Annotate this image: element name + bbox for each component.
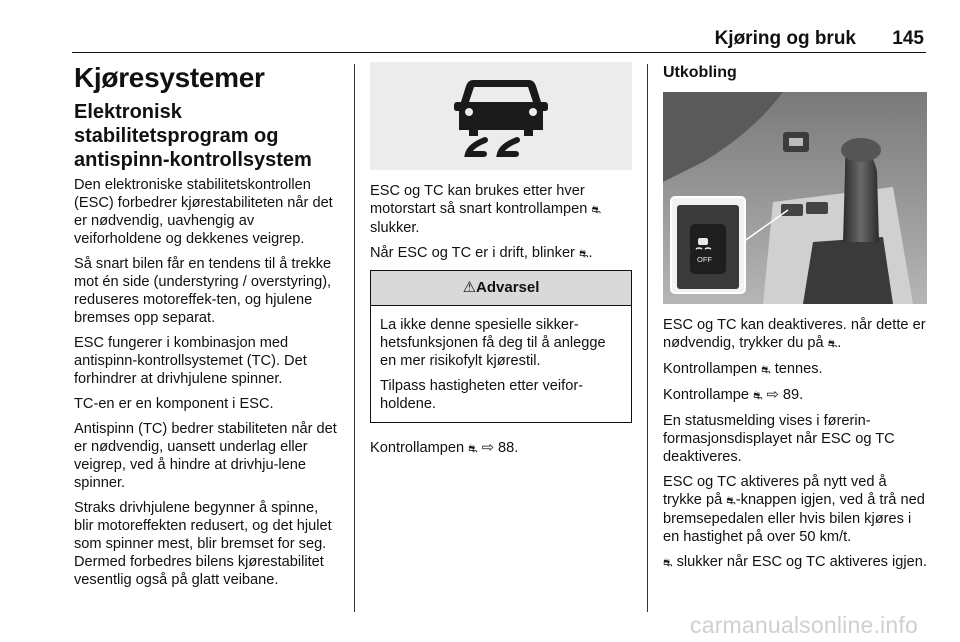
paragraph: ESC og TC kan brukes etter hver motorstart så snart kontrollampen ⛐ slukker. (370, 183, 601, 236)
esc-off-icon: ⛐ (663, 557, 673, 569)
paragraph: Kontrollampe ⛐ ⇨ 89. (663, 387, 804, 403)
paragraph: ⛐ slukker når ESC og TC aktiveres igjen. (663, 554, 927, 570)
paragraph: Den elektroniske stabilitetskontrollen (ESC) forbedrer kjørestabiliteten når det er nødvendig, uavhengig av veiforholdene og dekkenes veigrep. (74, 177, 333, 247)
watermark: carmanualsonline.info (690, 612, 918, 638)
column-right (663, 62, 927, 579)
esc-skid-car-icon (370, 62, 632, 170)
esc-indicator-icon: ⛐ (578, 248, 589, 260)
warning-header: ⚠Advarsel (371, 271, 631, 306)
esc-off-icon: ⛐ (761, 364, 771, 376)
subsection-heading: Utkobling (663, 64, 737, 81)
esc-off-label: OFF (697, 255, 712, 264)
page-ref-icon: ⇨ (766, 387, 779, 403)
warning-text: La ikke denne spesielle sikker-hetsfunksjonen få deg til å anlegge en mer risikofylt kjørestil. (380, 317, 606, 369)
paragraph: TC-en er en komponent i ESC. (74, 396, 274, 412)
paragraph: Straks drivhjulene begynner å spinne, blir motoreffekten redusert, og det hjulet som spinner mest, blir bremset for seg. Dermed forbedres bilens kjørestabilitet vesentlig også på glatt veibane. (74, 500, 332, 588)
esc-off-icon: ⛐ (827, 338, 838, 350)
section-title: Kjøring og bruk (714, 28, 856, 49)
esc-off-icon: ⛐ (753, 390, 763, 402)
column-divider (647, 64, 648, 612)
paragraph: Når ESC og TC er i drift, blinker ⛐. (370, 245, 593, 261)
paragraph: Så snart bilen får en tendens til å trekke mot én side (understyring / overstyring), reduseres motoreffek-ten, og hjulene bremses opp separat. (74, 256, 332, 326)
esc-off-icon: ⛐ (726, 495, 736, 507)
esc-off-button-photo (663, 92, 927, 304)
paragraph: Antispinn (TC) bedrer stabiliteten når det er nødvendig, uansett underlag eller veigrep, ved å hindre at drivhju-lene spinner. (74, 421, 337, 491)
page-header (72, 28, 926, 53)
paragraph: Kontrollampen ⛐ tennes. (663, 361, 823, 377)
warning-box (370, 270, 632, 423)
warning-triangle-icon: ⚠ (462, 279, 477, 296)
paragraph: ESC og TC aktiveres på nytt ved å trykke på ⛐-knappen igjen, ved å trå ned bremsepedalen eller hvis bilen kjøres i en hastighet på over 50 km/t. (663, 474, 925, 545)
chapter-heading: Kjøresystemer (74, 62, 265, 93)
column-left (74, 62, 340, 596)
esc-indicator-icon: ⛐ (591, 204, 601, 216)
esc-indicator-icon: ⛐ (468, 443, 478, 455)
page-ref-icon: ⇨ (481, 440, 494, 456)
paragraph: En statusmelding vises i førerin-formasjonsdisplayet når ESC og TC deaktiveres. (663, 413, 895, 465)
column-divider (354, 64, 355, 612)
section-heading: Elektronisk stabilitetsprogram og antispinn-kontrollsystem (74, 101, 312, 171)
page-number: 145 (892, 28, 924, 49)
warning-text: Tilpass hastigheten etter veifor-holdene. (380, 378, 584, 412)
paragraph: ESC fungerer i kombinasjon med antispinn-kontrollsystemet (TC). Det forhindrer at drivhjulene spinner. (74, 335, 307, 387)
column-middle (370, 62, 632, 465)
reference: Kontrollampen ⛐ ⇨ 88. (370, 440, 519, 456)
paragraph: ESC og TC kan deaktiveres. når dette er nødvendig, trykker du på ⛐. (663, 317, 926, 351)
